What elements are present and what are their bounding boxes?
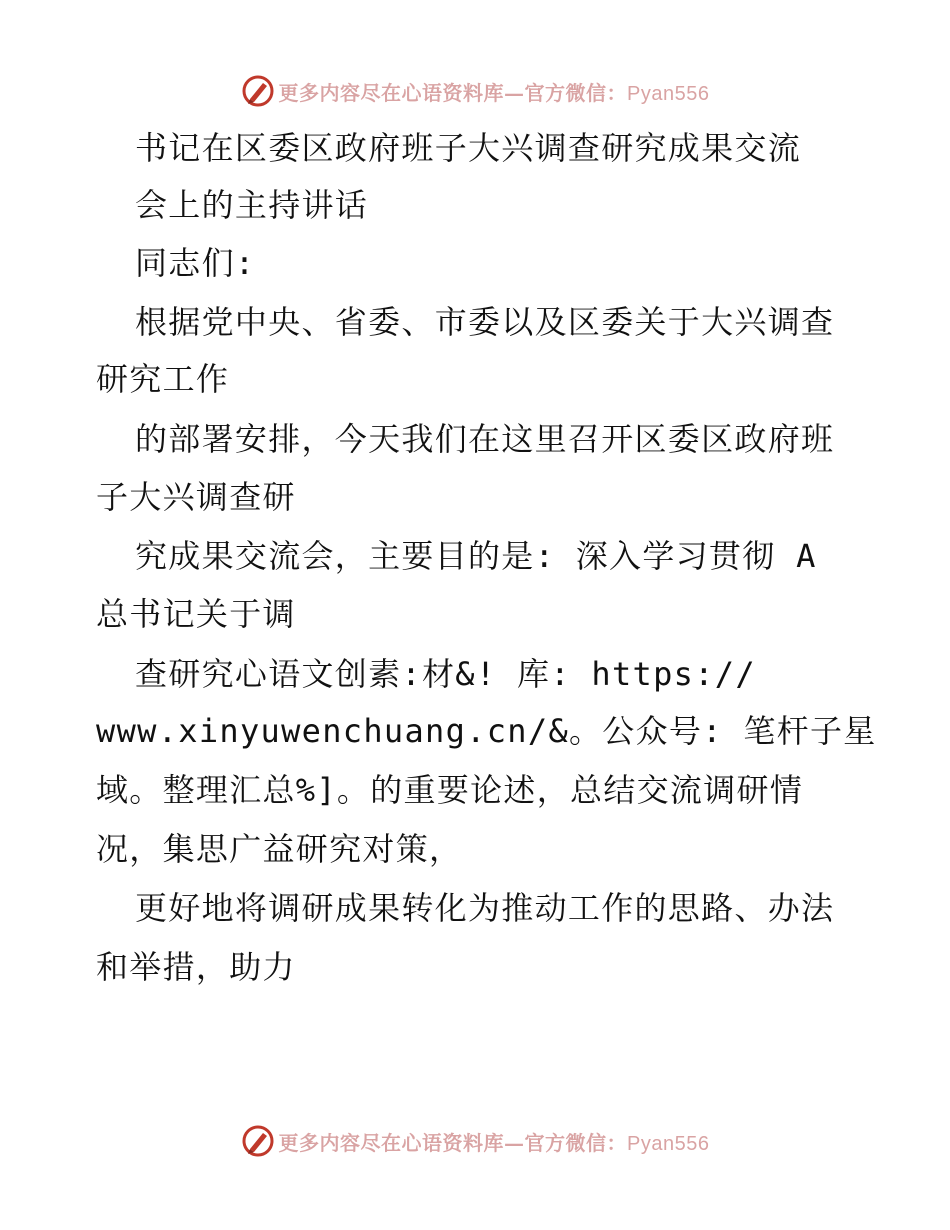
title-line-2: 会上的主持讲话 xyxy=(135,186,369,224)
banner-text: 更多内容尽在心语资料库—官方微信：Pyan556 xyxy=(278,80,710,105)
paragraph-line: 更好地将调研成果转化为推动工作的思路、办法 xyxy=(135,889,835,927)
wechat-id: Pyan556 xyxy=(627,82,710,105)
paragraph-line: www.xinyuwenchuang.cn/&。公众号: 笔杆子星 xyxy=(96,712,877,750)
paragraph-line: 究成果交流会，主要目的是: 深入学习贯彻 A xyxy=(135,537,817,575)
paragraph-line: 域。整理汇总%]。的重要论述，总结交流调研情 xyxy=(96,771,804,809)
banner-text: 更多内容尽在心语资料库—官方微信：Pyan556 xyxy=(278,1130,710,1155)
salutation: 同志们: xyxy=(135,244,256,282)
footer-banner xyxy=(0,1121,950,1161)
paragraph-line: 总书记关于调 xyxy=(96,595,296,633)
paragraph-line: 根据党中央、省委、市委以及区委关于大兴调查 xyxy=(135,303,835,341)
pen-logo-icon xyxy=(241,1124,275,1158)
paragraph-line: 的部署安排，今天我们在这里召开区委区政府班 xyxy=(135,420,835,458)
paragraph-line: 子大兴调查研 xyxy=(96,478,296,516)
paragraph-line: 研究工作 xyxy=(96,360,230,398)
wechat-id: Pyan556 xyxy=(627,1132,710,1155)
paragraph-line: 和举措，助力 xyxy=(96,948,296,986)
paragraph-line: 况，集思广益研究对策， xyxy=(96,830,463,868)
title-line-1: 书记在区委区政府班子大兴调查研究成果交流 xyxy=(135,129,802,167)
paragraph-line: 查研究心语文创素:材&! 库: https:// xyxy=(135,655,756,693)
